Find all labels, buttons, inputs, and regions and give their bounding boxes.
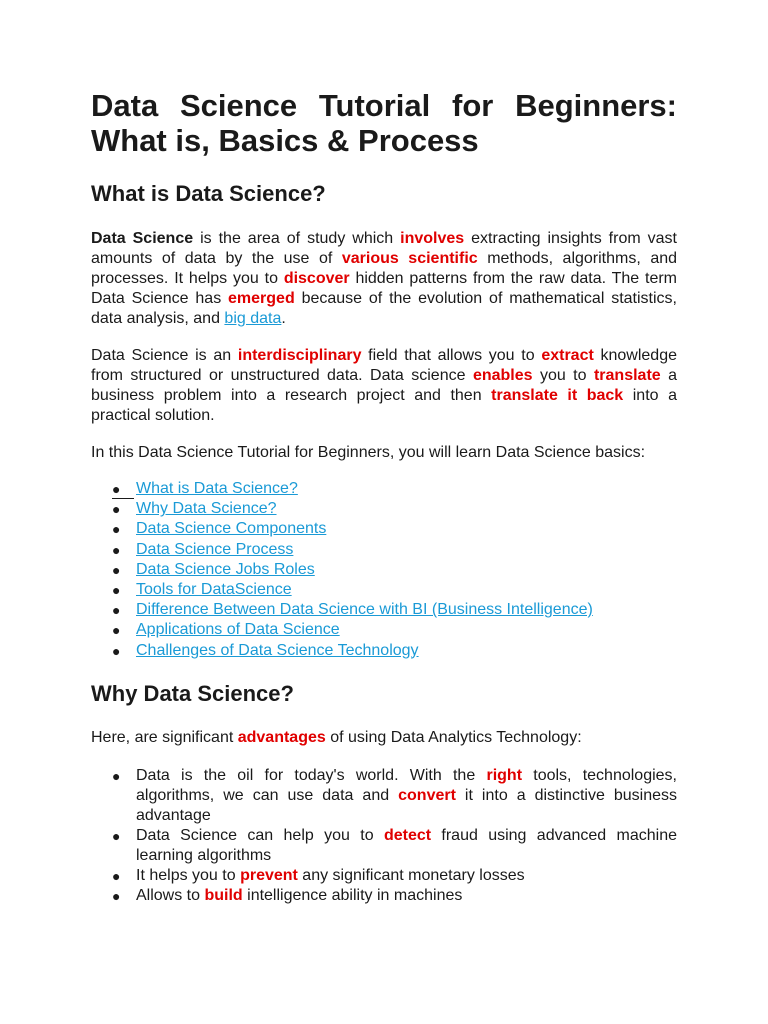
list-item xyxy=(91,826,677,866)
toc-link-tools[interactable]: Tools for DataScience xyxy=(136,581,292,599)
table-of-contents xyxy=(91,479,677,661)
keyword-interdisciplinary: interdisciplinary xyxy=(237,347,362,364)
keyword-build: build xyxy=(204,886,243,904)
text-span: is the area of study which xyxy=(193,230,401,247)
text-span: a business problem into a research project and then xyxy=(91,367,677,404)
list-item xyxy=(91,866,677,886)
text-span: it into a distinctive business advantage xyxy=(136,786,677,824)
paragraph-definition xyxy=(91,229,677,329)
text-span: Data Science is an xyxy=(91,347,238,364)
bullet-icon: ● xyxy=(112,602,121,619)
advantages-list xyxy=(91,766,677,906)
keyword-emerged: emerged xyxy=(228,290,295,307)
keyword-prevent: prevent xyxy=(240,866,298,884)
section-heading-what-is: What is Data Science? xyxy=(91,181,326,206)
bullet-icon: ● xyxy=(112,887,121,904)
text-span: fraud using advanced machine learning algorithms xyxy=(136,826,677,864)
keyword-various-scientific: various scientific xyxy=(341,250,478,267)
bullet-icon: ● xyxy=(112,541,121,558)
toc-link-difference-bi[interactable]: Difference Between Data Science with BI (Business Intelligence) xyxy=(136,601,593,619)
toc-link-applications[interactable]: Applications of Data Science xyxy=(136,621,340,639)
keyword-translate-it-back: translate it back xyxy=(491,387,624,404)
keyword-advantages: advantages xyxy=(237,728,326,746)
bullet-icon: ● xyxy=(112,521,121,538)
text-span: into a practical solution. xyxy=(91,387,677,424)
toc-item[interactable] xyxy=(91,519,677,539)
text-span: Allows to xyxy=(136,886,205,904)
toc-item[interactable] xyxy=(91,641,677,661)
keyword-translate: translate xyxy=(593,367,661,384)
toc-link-jobs-roles[interactable]: Data Science Jobs Roles xyxy=(136,560,315,578)
text-span: intelligence ability in machines xyxy=(242,886,463,904)
toc-item[interactable] xyxy=(91,479,677,499)
bullet-icon: ● xyxy=(112,582,121,599)
keyword-detect: detect xyxy=(383,826,432,844)
keyword-involves: involves xyxy=(400,230,465,247)
toc-item[interactable] xyxy=(91,580,677,600)
paragraph-advantages-intro xyxy=(91,728,677,748)
text-span: you to xyxy=(532,367,594,384)
bullet-icon: ● xyxy=(112,561,121,578)
text-span: of using Data Analytics Technology: xyxy=(325,728,582,746)
text-span: Data is the oil for today's world. With the xyxy=(136,766,487,784)
page-title: Data Science Tutorial for Beginners: What is, Basics & Process xyxy=(91,88,677,158)
link-big-data[interactable]: big data xyxy=(224,310,282,327)
text-span: Data Science can help you to xyxy=(136,826,384,844)
text-span: hidden patterns from the raw data. The term Data Science has xyxy=(91,270,678,307)
paragraph-interdisciplinary xyxy=(91,346,677,426)
text-span: knowledge from structured or unstructured data. Data science xyxy=(91,347,677,384)
section-heading-why: Why Data Science? xyxy=(91,680,294,706)
bullet-icon: ● xyxy=(112,501,121,518)
toc-link-what-is[interactable]: What is Data Science? xyxy=(136,480,298,497)
text-span: extracting insights from vast amounts of data by the use of xyxy=(91,230,677,267)
text-span: It helps you to xyxy=(136,866,241,884)
bullet-icon: ● xyxy=(112,622,121,639)
text-span: Here, are significant xyxy=(91,728,238,746)
text-span: field that allows you to xyxy=(361,347,542,364)
text-span: methods, algorithms, and processes. It helps you to xyxy=(91,250,678,287)
keyword-enables: enables xyxy=(472,367,533,384)
toc-item[interactable] xyxy=(91,600,677,620)
toc-link-why[interactable]: Why Data Science? xyxy=(136,500,277,518)
toc-item[interactable] xyxy=(91,540,677,560)
text-span: tools, technologies, algorithms, we can use data and xyxy=(136,766,678,804)
toc-link-challenges[interactable]: Challenges of Data Science Technology xyxy=(136,641,419,659)
keyword-right: right xyxy=(486,766,523,784)
keyword-discover: discover xyxy=(283,270,350,287)
toc-link-components[interactable]: Data Science Components xyxy=(136,520,327,538)
bullet-icon: ● xyxy=(112,767,121,784)
bullet-icon: ● xyxy=(112,642,121,659)
toc-item[interactable] xyxy=(91,560,677,580)
term-data-science: Data Science xyxy=(91,230,194,247)
list-item xyxy=(91,886,677,906)
bullet-icon: ● xyxy=(112,827,121,844)
keyword-convert: convert xyxy=(398,786,456,804)
text-span: any significant monetary losses xyxy=(297,866,525,884)
text-span: . xyxy=(281,310,286,327)
toc-item[interactable] xyxy=(91,620,677,640)
toc-item[interactable] xyxy=(91,499,677,519)
bullet-icon: ● xyxy=(112,867,121,884)
list-item xyxy=(91,766,677,826)
paragraph-toc-intro: In this Data Science Tutorial for Beginners, you will learn Data Science basics: xyxy=(91,444,646,461)
keyword-extract: extract xyxy=(541,347,594,364)
toc-link-process[interactable]: Data Science Process xyxy=(136,540,294,558)
bullet-icon: ● xyxy=(112,481,121,497)
text-span: because of the evolution of mathematical statistics, data analysis, and xyxy=(91,290,677,327)
